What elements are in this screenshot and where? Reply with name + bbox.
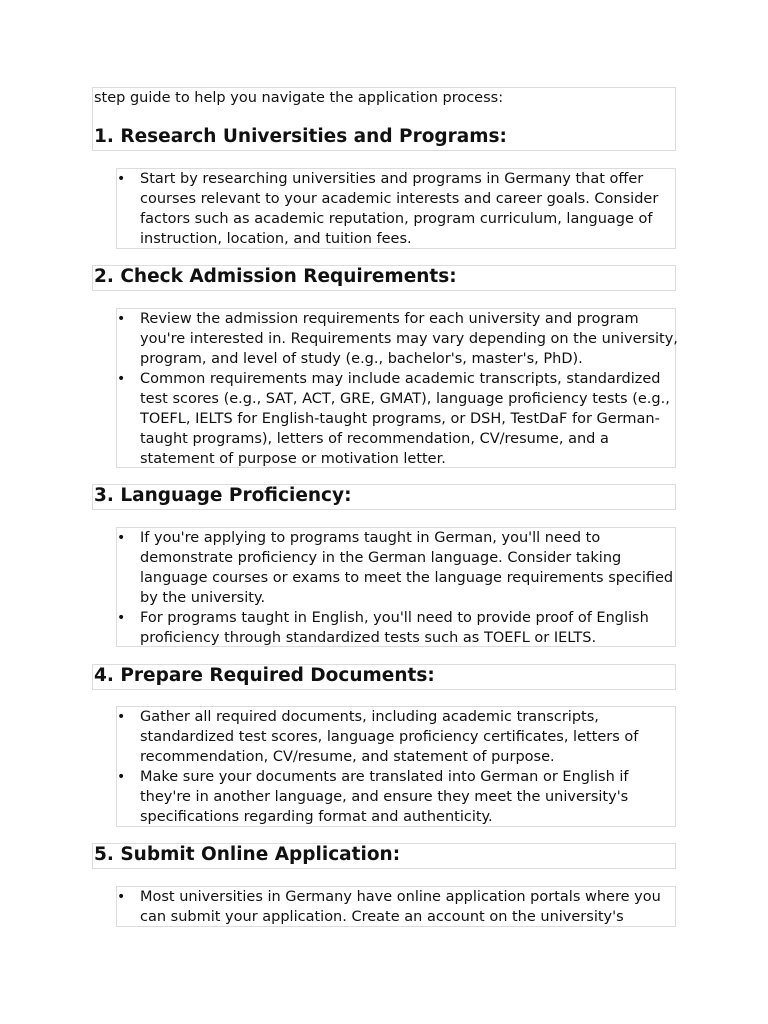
list-item-line: Gather all required documents, including academic transcripts, xyxy=(140,709,599,725)
list-item-line: specifications regarding format and authenticity. xyxy=(140,809,493,825)
list-item-line: Most universities in Germany have online application portals where you xyxy=(140,889,661,905)
section-heading-4: 4. Prepare Required Documents: xyxy=(94,665,435,686)
list-item-line: Common requirements may include academic transcripts, standardized xyxy=(140,371,661,387)
section-4-list-box xyxy=(116,706,676,827)
section-heading-5: 5. Submit Online Application: xyxy=(94,844,401,865)
bullet-icon: • xyxy=(117,171,126,187)
list-item-line: courses relevant to your academic interests and career goals. Consider xyxy=(140,191,659,207)
intro-text: step guide to help you navigate the application process: xyxy=(94,90,504,106)
list-item-line: statement of purpose or motivation letter. xyxy=(140,451,446,467)
bullet-icon: • xyxy=(117,610,126,626)
section-4-heading-box xyxy=(92,664,676,690)
section-1-list-box xyxy=(116,168,676,249)
list-item xyxy=(117,528,677,608)
list-item-line: TOEFL, IELTS for English-taught programs, or DSH, TestDaF for German- xyxy=(140,411,660,427)
bullet-icon: • xyxy=(117,371,126,387)
list-item-line: factors such as academic reputation, program curriculum, language of xyxy=(140,211,653,227)
list-item xyxy=(117,707,677,767)
list-item xyxy=(117,309,677,369)
list-item xyxy=(117,767,677,827)
list-item-line: demonstrate proficiency in the German language. Consider taking xyxy=(140,550,622,566)
section-5-list-box xyxy=(116,886,676,927)
section-5-list xyxy=(117,887,677,927)
bullet-icon: • xyxy=(117,530,126,546)
section-3-heading-box xyxy=(92,484,676,510)
list-item-line: proficiency through standardized tests such as TOEFL or IELTS. xyxy=(140,630,597,646)
list-item-line: Make sure your documents are translated into German or English if xyxy=(140,769,629,785)
bullet-icon: • xyxy=(117,769,126,785)
list-item xyxy=(117,608,677,648)
list-item-line: recommendation, CV/resume, and statement of purpose. xyxy=(140,749,555,765)
list-item-line: Review the admission requirements for each university and program xyxy=(140,311,639,327)
list-item-line: language courses or exams to meet the language requirements specified xyxy=(140,570,674,586)
section-heading-3: 3. Language Proficiency: xyxy=(94,485,352,506)
list-item-line: they're in another language, and ensure they meet the university's xyxy=(140,789,629,805)
bullet-icon: • xyxy=(117,709,126,725)
bullet-icon: • xyxy=(117,889,126,905)
section-2-list xyxy=(117,309,677,469)
list-item xyxy=(117,169,677,249)
list-item xyxy=(117,369,677,469)
section-4-list xyxy=(117,707,677,827)
list-item-line: test scores (e.g., SAT, ACT, GRE, GMAT), language proficiency tests (e.g., xyxy=(140,391,670,407)
list-item-line: For programs taught in English, you'll need to provide proof of English xyxy=(140,610,649,626)
section-3-list xyxy=(117,528,677,648)
section-2-list-box xyxy=(116,308,676,468)
section-2-heading-box xyxy=(92,265,676,291)
bullet-icon: • xyxy=(117,311,126,327)
section-1-list xyxy=(117,169,677,249)
section-heading-1: 1. Research Universities and Programs: xyxy=(94,126,507,147)
list-item-line: can submit your application. Create an account on the university's xyxy=(140,909,624,925)
section-5-heading-box xyxy=(92,843,676,869)
list-item-line: by the university. xyxy=(140,590,266,606)
list-item-line: program, and level of study (e.g., bachelor's, master's, PhD). xyxy=(140,351,583,367)
list-item-line: taught programs), letters of recommendation, CV/resume, and a xyxy=(140,431,609,447)
list-item-line: standardized test scores, language proficiency certificates, letters of xyxy=(140,729,639,745)
section-heading-2: 2. Check Admission Requirements: xyxy=(94,266,457,287)
list-item-line: If you're applying to programs taught in German, you'll need to xyxy=(140,530,601,546)
intro-block xyxy=(92,87,676,151)
list-item-line: you're interested in. Requirements may vary depending on the university, xyxy=(140,331,678,347)
list-item xyxy=(117,887,677,927)
list-item-line: instruction, location, and tuition fees. xyxy=(140,231,412,247)
list-item-line: Start by researching universities and programs in Germany that offer xyxy=(140,171,644,187)
section-3-list-box xyxy=(116,527,676,647)
